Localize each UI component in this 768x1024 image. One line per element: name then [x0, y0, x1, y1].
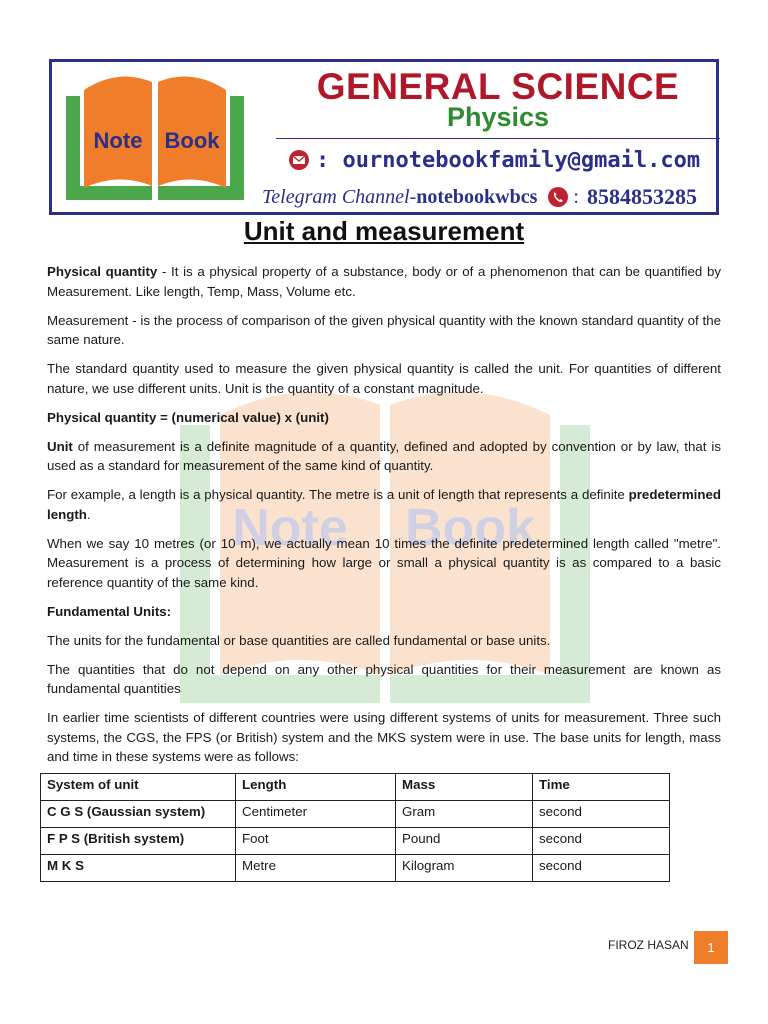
table-cell: Centimeter — [236, 801, 396, 828]
banner-title: GENERAL SCIENCE — [316, 66, 680, 107]
term-unit: Unit — [47, 438, 73, 454]
telegram-channel: notebookwbcs — [416, 185, 538, 208]
page-number: 1 — [694, 931, 728, 964]
table-header-cell: Mass — [396, 774, 533, 801]
term-predetermined-length: predetermined length — [47, 487, 721, 522]
heading-fundamental-units — [47, 602, 721, 622]
phone-number: 8584853285 — [586, 184, 697, 209]
paragraph-metre: When we say 10 metres (or 10 m), we actually mean 10 times the definite predetermined length called "metre". Measurement is a process of determining how large or small a physical quantity is as compared to a basic reference quantity of the same kind. — [47, 535, 721, 590]
table-header-cell: Length — [236, 774, 396, 801]
header-banner — [49, 59, 719, 215]
paragraph-unit-of-measurement — [47, 437, 721, 476]
paragraph-formula — [47, 408, 721, 428]
phone-icon — [547, 186, 569, 208]
unit-text: of measurement is a definite magnitude of a quantity, defined and adopted by convention or by law, that is used as a standard for measurement of the same kind of quantity. — [47, 438, 721, 473]
table-header-cell: Time — [533, 774, 670, 801]
telegram-label: Telegram Channel- — [262, 185, 417, 208]
phone-separator: : — [573, 185, 579, 208]
email-icon — [288, 149, 310, 171]
table-cell: F P S (British system) — [41, 828, 236, 855]
table-header-row — [41, 774, 670, 801]
paragraph-fundamental-quantities: The quantities that do not depend on any other physical quantities for their measurement are known as fundamental quantities — [47, 661, 721, 696]
example-text: For example, a length is a physical quantity. The metre is a unit of length that represents a definite — [47, 487, 629, 502]
table-cell: M K S — [41, 855, 236, 882]
table-cell: C G S (Gaussian system) — [41, 801, 236, 828]
fundamental-units-label: Fundamental Units: — [47, 603, 172, 619]
paragraph-example — [47, 485, 721, 524]
table-cell: second — [533, 801, 670, 828]
contact-email: : ournotebookfamily@gmail.com — [316, 147, 701, 173]
logo-word-note: Note — [93, 128, 143, 153]
table-cell: second — [533, 855, 670, 882]
table-cell: Kilogram — [396, 855, 533, 882]
page-title: Unit and measurement — [243, 216, 525, 246]
paragraph-physical-quantity — [47, 262, 721, 301]
table-cell: second — [533, 828, 670, 855]
table-row — [41, 828, 670, 855]
example-end: . — [86, 506, 91, 522]
paragraph-fundamental-units: The units for the fundamental or base quantities are called fundamental or base units. — [47, 632, 551, 648]
document-body — [47, 262, 721, 776]
paragraph-unit-systems: In earlier time scientists of different countries were using different systems of units for measurement. Three such systems, the CGS, the FPS (or British) system and the MKS system were in use. The base units for length, mass and time in these systems were as follows: — [47, 710, 721, 764]
watermark-word-note: Note — [232, 499, 348, 557]
table-cell: Pound — [396, 828, 533, 855]
table-cell: Foot — [236, 828, 396, 855]
logo-word-book: Book — [164, 128, 220, 153]
notebook-logo — [60, 68, 250, 208]
banner-divider — [276, 138, 720, 139]
telegram-row — [262, 182, 697, 212]
unit-systems-table — [40, 773, 670, 882]
table-cell: Metre — [236, 855, 396, 882]
table-cell: Gram — [396, 801, 533, 828]
table-header-cell: System of unit — [41, 774, 236, 801]
footer-author: FIROZ HASAN — [608, 938, 689, 952]
watermark-word-book: Book — [405, 499, 535, 557]
paragraph-unit-definition: The standard quantity used to measure the given physical quantity is called the unit. For quantities of different nature, we use different units. Unit is the quantity of a constant magnitude. — [47, 361, 721, 396]
table-row — [41, 801, 670, 828]
term-physical-quantity: Physical quantity — [47, 264, 158, 279]
paragraph-measurement: Measurement - is the process of comparison of the given physical quantity with the known standard quantity of the same nature. — [47, 312, 721, 347]
banner-subtitle: Physics — [446, 102, 550, 132]
formula-text: Physical quantity = (numerical value) x (unit) — [47, 409, 329, 425]
email-row — [288, 144, 700, 176]
definition-text: - It is a physical property of a substance, body or of a phenomenon that can be quantified by Measurement. Like length, Temp, Mass, Volume etc. — [47, 264, 721, 299]
table-row — [41, 855, 670, 882]
